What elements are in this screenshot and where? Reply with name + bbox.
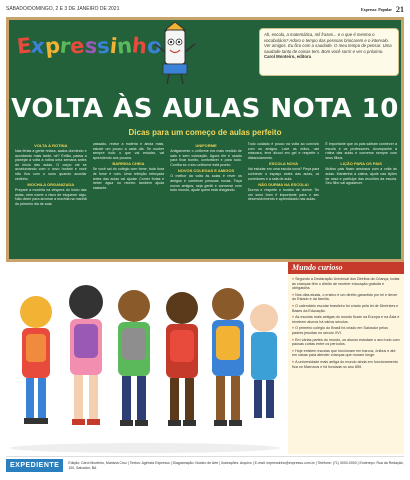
section-text: Nas férias a gente relaxa, acaba dormindo e acordando mais tarde, né? Então, passa a planejar a volta à rotina uma semana antes do início das aulas. O corpo vai se acostumando com o novo horário e você não fica com o sono quando acordar cedinho. [15, 149, 87, 181]
kids-with-backpacks-illustration [6, 262, 284, 454]
section-text: O melhor da volta às aulas é rever os amigos e conhecer pessoas novas. Faça novos amigos, seja gentil e converse com todo mundo, ajude quem está chegando. [170, 174, 242, 193]
article-column [170, 142, 242, 258]
footer-credits: Edição: Carol Monteiro, Mariana Cruz | Textos: Agência Expresso | Diagramação: Núcleo de Arte | Ilustrações: Arquivo | E-mail: expressinho@expresso.com.br | Telefone: (71) 3000-0000 | Endereço: Rua da Redação, 100, Salvador, BA [68, 461, 404, 470]
logo-letter: x [30, 33, 47, 59]
brand-name: Expresso Popular [360, 7, 392, 12]
curiosity-text: Em várias partes do mundo, os alunos estudam o ano todo com pausas curtas entre os períodos. [292, 337, 400, 347]
list-item [292, 293, 400, 302]
article-column [248, 142, 320, 258]
curiosity-text: Hoje existem escolas que funcionam em barcos, ônibus e até em casas para atender crianças que moram longe. [292, 348, 396, 358]
issue-date: SÁBADO/DOMINGO, 2 E 3 DE JANEIRO DE 2021 [6, 5, 120, 12]
section-text: passado, revise a matéria e ainda mais, estude um pouco a cada dia. Se souber sempre tudo o que vai estudar, vai aprendendo aos poucos. [92, 142, 165, 160]
page-number: 21 [396, 4, 404, 14]
logo-letter: i [108, 33, 119, 59]
curiosity-text: As escolas mais antigas do mundo ficam na Europa e na Ásia e recebem alunos há vários séculos. [292, 315, 400, 324]
section-text: Durma e respeite o horário de dormir. Ter um sono bom é importante para o seu desenvolvimento e aprendizado nas aulas. [247, 188, 320, 202]
logo-letter: E [15, 33, 33, 59]
bullet-arrow-icon: » [292, 326, 295, 331]
article-column [93, 142, 165, 258]
section-text: Antigamente o uniforme era mais vestido de saia e sem coloração. Agora ele é usado para ficar bonito, confortável e para tudo. Confira se o seu uniforme está pronto. [170, 149, 242, 167]
section-heading: VOLTA À ROTINA [34, 143, 68, 148]
list-item [292, 277, 400, 291]
bullet-arrow-icon: » [292, 337, 295, 342]
section-heading: UNIFORME [195, 143, 217, 148]
quote-text: Ah, escola, a matemática, mil frases... e o que é mesmo o vocabulário? Adoro o tempo das pessoas brincarem e o intervalo. Ver amigos. Eu fico com a saudade. O meu tempo de pensar. Uma saudade tanto de coisas tem. Bom você sorrir e ver o próximo. [264, 32, 392, 54]
section-heading: NÃO DURMA NA ESCOLA! [258, 182, 309, 188]
section-heading: LIÇÃO PARA OS PAIS [340, 161, 382, 167]
section-heading: BARRIGA CHEIA [112, 161, 145, 167]
logo-letter: r [58, 33, 72, 59]
page-subtitle: Dicas para um começo de aulas perfeito [128, 128, 282, 137]
editor-quote [259, 28, 399, 76]
section-heading: NOVOS COLEGAS E AMIGOS [177, 168, 235, 174]
article-column [15, 142, 87, 258]
section-text: Vai estudar em uma escola nova? Peça para conhecer o espaço antes das aulas, os corredores e a sala de aula. [247, 167, 320, 181]
sidebar-title: Mundo curioso [288, 262, 404, 274]
curiosity-text: A universidade mais antiga do mundo ainda em funcionamento fica no Marrocos e foi fundada no ano 859. [292, 359, 398, 369]
logo-letter: o [145, 33, 163, 59]
section-heading: ESCOLA NOVA [269, 161, 299, 167]
bullet-arrow-icon: » [292, 315, 295, 320]
curiosity-text: Nos dias atuais, o ensino é um direito garantido por lei e dever do Estado e da família. [292, 292, 398, 302]
section-text: Muitos pais ficam ansiosos com a volta às aulas. Mantenha a calma, ajude nas lições de casa e participe das reuniões da escola. Seu filho vai agradecer. [325, 167, 397, 186]
list-item [292, 326, 400, 335]
logo-letter: n [115, 33, 133, 59]
curiosity-text: O calendário escolar brasileiro foi criado pela lei de Diretrizes e Bases da Educação. [292, 303, 399, 313]
list-item [292, 338, 400, 347]
list-item [292, 304, 400, 313]
section-text: É importante que os pais saibam conhecer a escola e os professores. Acompanhe a rotina das aulas e converse sempre com seus filhos. [325, 142, 397, 160]
list-item [292, 360, 400, 369]
logo-letter: s [95, 33, 111, 59]
logo-letter: e [69, 33, 86, 59]
newspaper-brand [361, 5, 404, 14]
page-title: VOLTA ÀS AULAS NOTA 10 [11, 94, 399, 124]
bullet-arrow-icon: » [292, 292, 295, 297]
curiosity-text: O primeiro colégio do Brasil foi criado em Salvador pelos padres jesuítas no século XVI. [292, 326, 388, 335]
curiosities-list [288, 274, 404, 374]
logo-letter: s [83, 33, 99, 59]
list-item [292, 349, 400, 358]
brand-sub: Popular [378, 7, 392, 12]
footer-label: EXPEDIENTE [6, 459, 63, 472]
section-text: Todo cuidado é pouco na volta ao convívio com os amigos. Lave as mãos, use máscara, leve álcool em gel e respeite o distanciamento. [247, 142, 320, 160]
pencil-mascot-icon [151, 22, 199, 86]
bullet-arrow-icon: » [292, 359, 295, 364]
section-heading: MOCHILA ORGANIZADA [27, 182, 75, 188]
bullet-arrow-icon: » [292, 277, 295, 281]
list-item [292, 315, 400, 324]
curiosity-text: Segundo a Declaração Universal dos Direitos da Criança, todas as crianças têm o direito de receber educação gratuita e obrigatória. [292, 277, 400, 291]
chalkboard-feature [6, 17, 404, 262]
curiosities-sidebar [288, 262, 404, 454]
article-column [325, 142, 397, 258]
section-text: Se você sai do colégio com fome, toda hora de fome é ruim. Uma refeição reforçada antes das aulas vai ajudar. Comer frutas e beber água no recreio também ajuda bastante. [92, 167, 165, 190]
page-header [6, 3, 404, 15]
logo-letter: h [130, 33, 148, 59]
article-columns [15, 142, 397, 258]
section-text: Prepare a mochila na véspera do início das aulas, nem correr o risco de esquecer algo. Não deixe para arrumar a mochila na manhã do primeiro dia de aula. [15, 188, 87, 206]
credits-footer [6, 456, 404, 474]
bullet-arrow-icon: » [292, 303, 295, 308]
section-logo [17, 34, 161, 58]
bullet-arrow-icon: » [292, 348, 295, 353]
quote-author: Carol Monteiro, editora [264, 54, 312, 60]
logo-letter: p [43, 33, 62, 59]
